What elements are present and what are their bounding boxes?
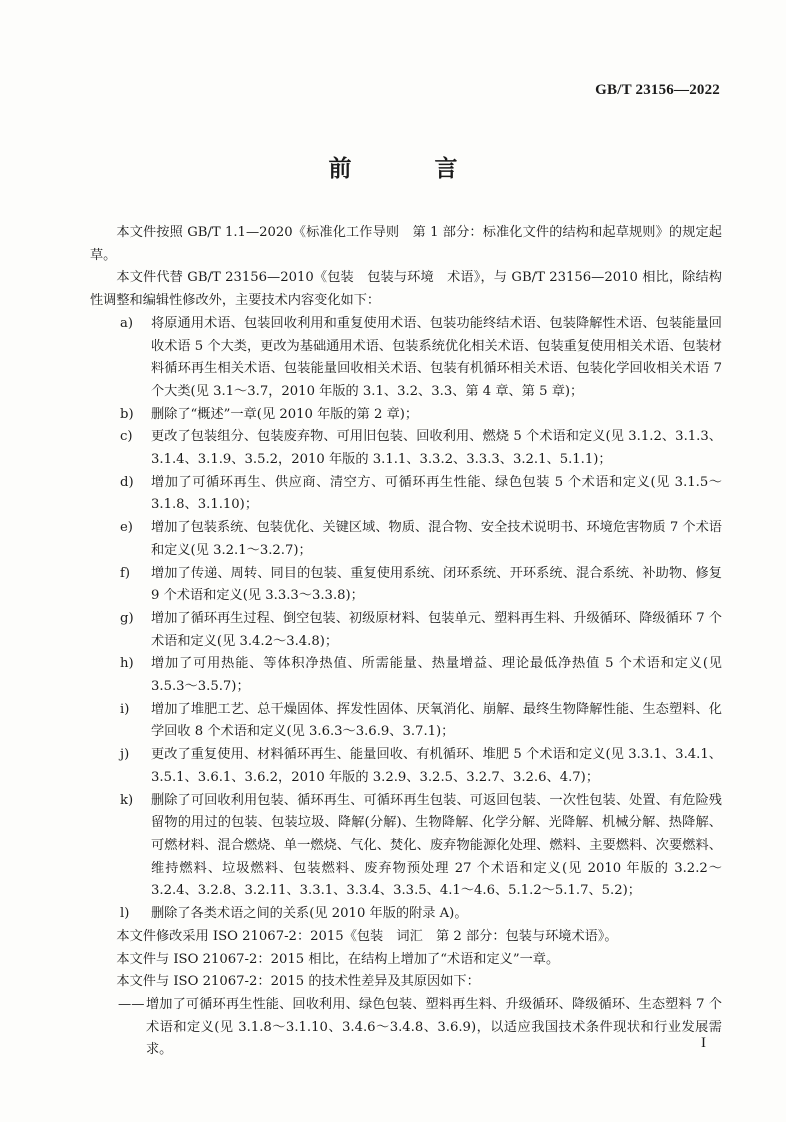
list-item: [90, 313, 722, 404]
list-item: [90, 608, 722, 653]
list-item: [90, 699, 722, 744]
list-item-text: 增加了堆肥工艺、总干燥固体、挥发性固体、厌氧消化、崩解、最终生物降解性能、生态塑料、化学回收 8 个术语和定义(见 3.6.3～3.6.9、3.7.1)；: [151, 701, 722, 740]
list-item: [90, 903, 722, 926]
list-item-label: d): [120, 474, 134, 490]
list-item-text: 删除了可回收利用包装、循环再生、可循环再生包装、可返回包装、一次性包装、处置、有危险残留物的用过的包装、包装垃圾、降解(分解)、生物降解、化学分解、光降解、机械分解、热降解、可燃材料、混合燃烧、单一燃烧、气化、焚化、废弃物能源化处理、燃料、主要燃料、次要燃料、维持燃料、垃圾燃料、包装燃料、废弃物预处理 27 个术语和定义(见 2010 年版的 3.2.2～3.2.4、3.2.8、3.2.11、3.3.1、3.3.4、3.3.5、4.1～4.6、5.1.2～5.1.7、5.2)；: [151, 792, 722, 899]
list-item-text: 增加了循环再生过程、倒空包装、初级原材料、包装单元、塑料再生料、升级循环、降级循环 7 个术语和定义(见 3.4.2～3.4.8)；: [151, 610, 722, 649]
list-item-label: i): [120, 701, 130, 717]
list-item-label: a): [120, 315, 134, 331]
dash-list-item: [90, 994, 722, 1062]
standard-code: GB/T 23156—2022: [595, 82, 720, 98]
page-number: I: [701, 1035, 706, 1051]
list-item: [90, 653, 722, 698]
list-item: [90, 472, 722, 517]
list-item: [90, 744, 722, 789]
paragraph-iso-adoption: 本文件修改采用 ISO 21067-2：2015《包装 词汇 第 2 部分：包装与环境术语》。: [116, 928, 618, 944]
list-item: [90, 790, 722, 904]
list-item-label: e): [120, 520, 133, 536]
paragraph-drafting-rules: 本文件按照 GB/T 1.1—2020《标准化工作导则 第 1 部分：标准化文件的结构和起草规则》的规定起草。: [90, 225, 722, 263]
list-item-label: f): [120, 565, 131, 581]
list-item-text: 增加了可用热能、等体积净热值、所需能量、热量增益、理论最低净热值 5 个术语和定义(见 3.5.3～3.5.7)；: [151, 656, 722, 695]
list-item-text: 更改了包装组分、包装废弃物、可用旧包装、回收利用、燃烧 5 个术语和定义(见 3.1.2、3.1.3、3.1.4、3.1.9、3.5.2，2010 年版的 3.1.1、3.3.2、3.3.3、3.2.1、5.1.1)；: [151, 429, 722, 468]
list-item: [90, 426, 722, 471]
list-item: [90, 563, 722, 608]
dash-list-text: 增加了可循环再生性能、回收利用、绿色包装、塑料再生料、升级循环、降级循环、生态塑料 7 个术语和定义(见 3.1.8～3.1.10、3.4.6～3.4.8、3.6.9)，以适应我国技术条件现状和行业发展需求。: [146, 996, 722, 1058]
list-item-text: 增加了传递、周转、同目的包装、重复使用系统、闭环系统、开环系统、混合系统、补助物、修复 9 个术语和定义(见 3.3.3～3.3.8)；: [151, 565, 722, 604]
page-title: 前 言: [328, 156, 488, 182]
list-item-text: 删除了各类术语之间的关系(见 2010 年版的附录 A)。: [151, 906, 468, 922]
list-item-text: 删除了“概述”一章(见 2010 年版的第 2 章)；: [151, 406, 419, 422]
foreword-body: [90, 222, 722, 1062]
list-item-text: 增加了包装系统、包装优化、关键区域、物质、混合物、安全技术说明书、环境危害物质 7 个术语和定义(见 3.2.1～3.2.7)；: [151, 520, 722, 558]
paragraph-replacement: 本文件代替 GB/T 23156—2010《包装 包装与环境 术语》，与 GB/T 23156—2010 相比，除结构性调整和编辑性修改外，主要技术内容变化如下：: [90, 270, 722, 309]
list-item-label: c): [120, 429, 133, 445]
paragraph-structure-difference: 本文件与 ISO 21067-2：2015 相比，在结构上增加了“术语和定义”一章。: [116, 951, 560, 967]
dash-list-label: ——: [118, 996, 145, 1012]
list-item-text: 将原通用术语、包装回收利用和重复使用术语、包装功能终结术语、包装降解性术语、包装能量回收术语 5 个大类，更改为基础通用术语、包装系统优化相关术语、包装重复使用相关术语、包装材料循环再生相关术语、包装能量回收相关术语、包装有机循环相关术语、包装化学回收相关术语 7 个大类(见 3.1～3.7，2010 年版的 3.1、3.2、3.3、第 4 章、第 5 章)；: [151, 315, 722, 399]
list-item: [90, 404, 722, 427]
list-item-text: 更改了重复使用、材料循环再生、能量回收、有机循环、堆肥 5 个术语和定义(见 3.3.1、3.4.1、3.5.1、3.6.1、3.6.2，2010 年版的 3.2.9、3.2.5、3.2.7、3.2.6、4.7)；: [151, 747, 722, 785]
list-item-label: j): [120, 747, 130, 763]
list-item-label: g): [120, 610, 134, 626]
list-item-label: l): [120, 906, 130, 922]
list-item-label: b): [120, 406, 134, 422]
list-item-label: h): [120, 656, 134, 672]
list-item-label: k): [120, 792, 134, 808]
paragraph-technical-differences: 本文件与 ISO 21067-2：2015 的技术性差异及其原因如下：: [116, 974, 480, 990]
list-item-text: 增加了可循环再生、供应商、清空方、可循环再生性能、绿色包装 5 个术语和定义(见 3.1.5～3.1.8、3.1.10)；: [151, 474, 722, 513]
list-item: [90, 517, 722, 562]
